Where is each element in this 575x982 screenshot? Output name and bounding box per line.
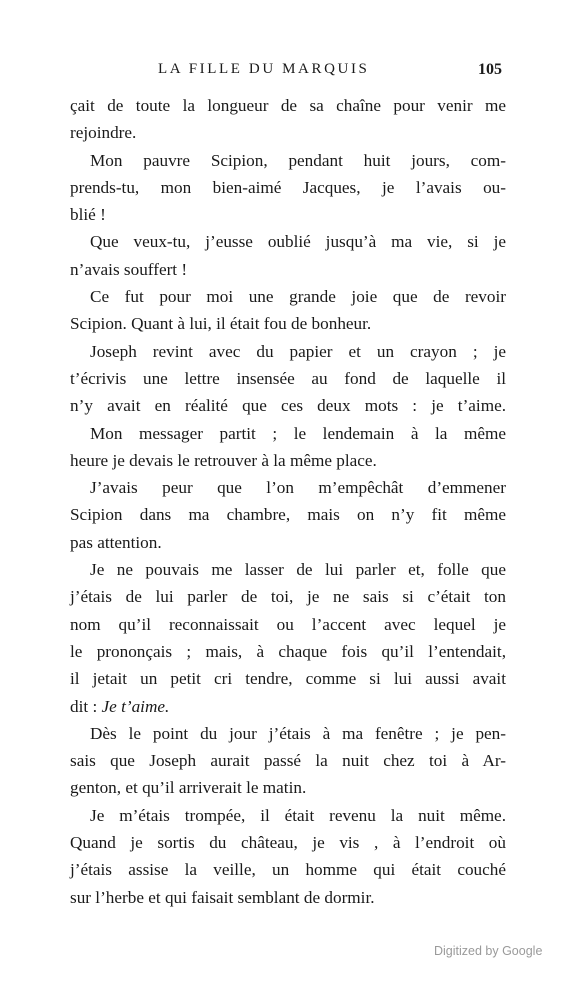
text-line: Que veux-tu, j’eusse oublié jusqu’à ma vie, si je [90, 232, 506, 252]
text-line: le prononçais ; mais, à chaque fois qu’il l’entendait, [70, 641, 506, 661]
text-line: t’écrivis une lettre insensée au fond de laquelle il [70, 368, 506, 388]
text-line: Quand je sortis du château, je vis , à l’endroit où [70, 833, 506, 853]
text-line: Joseph revint avec du papier et un crayon ; je [90, 341, 506, 361]
text-line: sur l’herbe et qui faisait semblant de dormir. [70, 887, 375, 907]
page-number: 105 [478, 61, 502, 78]
text-line: Mon messager partit ; le lendemain à la même [90, 423, 506, 443]
body-text [70, 92, 506, 911]
text-line: nom qu’il reconnaissait ou l’accent avec lequel je [70, 614, 506, 634]
text-line: Ce fut pour moi une grande joie que de revoir [90, 287, 506, 307]
text-line: J’avais peur que l’on m’empêchât d’emmener [90, 478, 506, 498]
text-line: çait de toute la longueur de sa chaîne pour venir me [70, 96, 506, 115]
text-line: Je m’étais trompée, il était revenu la nuit même. [90, 805, 506, 825]
text-line: Scipion dans ma chambre, mais on n’y fit même [70, 505, 506, 525]
text-line: n’avais souffert ! [70, 259, 188, 279]
text-line: pas attention. [70, 532, 162, 552]
text-line: sais que Joseph aurait passé la nuit chez toi à Ar- [70, 751, 506, 771]
text-line: rejoindre. [70, 123, 137, 143]
text-line: n’y avait en réalité que ces deux mots : je t’aime. [70, 396, 506, 416]
text-line [70, 693, 506, 720]
text-line: Dès le point du jour j’étais à ma fenêtre ; je pen- [90, 723, 506, 743]
italic-phrase: Je t’aime. [101, 696, 170, 716]
text-line: prends-tu, mon bien-aimé Jacques, je l’avais ou- [70, 177, 506, 197]
text-line: heure je devais le retrouver à la même place. [70, 450, 377, 470]
page-header [70, 61, 508, 85]
text-line: j’étais de lui parler de toi, je ne sais si c’était ton [70, 587, 506, 607]
running-title: LA FILLE DU MARQUIS [158, 61, 370, 77]
text-line: Je ne pouvais me lasser de lui parler et, folle que [90, 560, 506, 580]
text-line: genton, et qu’il arriverait le matin. [70, 778, 307, 798]
text-line: j’étais assise la veille, un homme qui était couché [70, 860, 506, 880]
text-line: il jetait un petit cri tendre, comme si lui aussi avait [70, 669, 506, 689]
text-line: Mon pauvre Scipion, pendant huit jours, com- [90, 150, 506, 170]
text-line: Scipion. Quant à lui, il était fou de bonheur. [70, 314, 372, 334]
digitized-watermark: Digitized by Google [434, 944, 543, 958]
text-line: blié ! [70, 205, 106, 225]
text-line-start: dit : [70, 696, 98, 716]
